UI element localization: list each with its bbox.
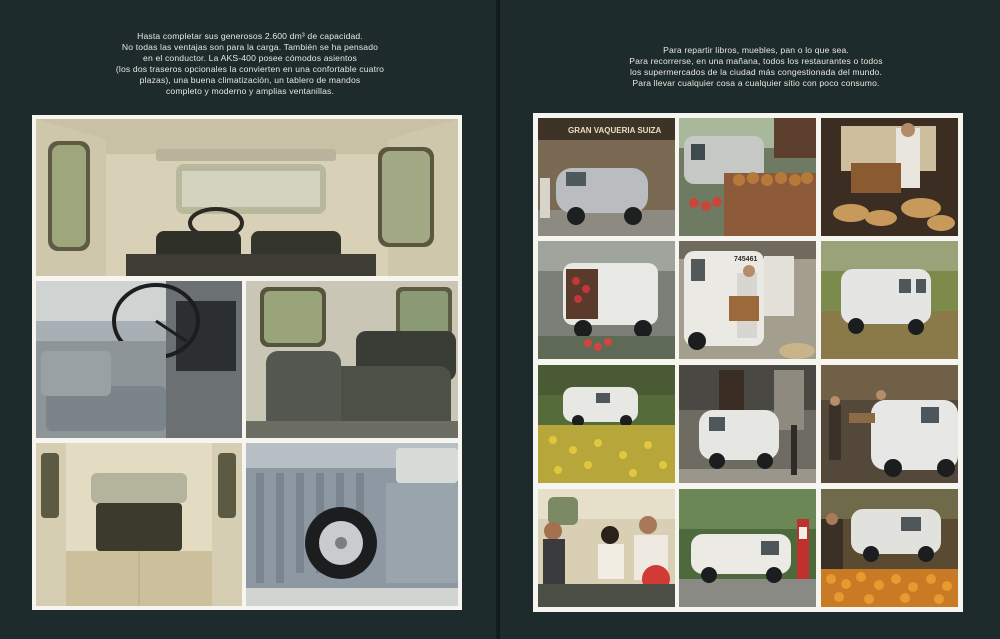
- right-photo-frame: [533, 113, 963, 612]
- left-caption: [55, 31, 445, 97]
- photo-family-inside-van: [538, 489, 675, 607]
- van-plate-text: 745461: [734, 256, 758, 263]
- left-caption-line: completo y moderno y amplias ventanillas.: [165, 86, 335, 96]
- photo-van-side-wheel: [246, 443, 458, 606]
- photo-van-in-field: [821, 241, 958, 359]
- photo-van-at-cafe: [821, 365, 958, 483]
- photo-van-at-orange-market: [821, 489, 958, 607]
- right-caption: [556, 45, 956, 89]
- photo-cargo-area-rear: [36, 443, 242, 606]
- photo-van-at-gas-station: [679, 489, 816, 607]
- photo-van-yellow-flowers: [538, 365, 675, 483]
- photo-rear-seats: [246, 281, 458, 438]
- photo-van-interior-wide: [36, 119, 458, 276]
- left-caption-line: (los dos traseros opcionales la convierten en una confortable cuatro: [115, 64, 385, 74]
- photo-florist-van-open-door: [538, 241, 675, 359]
- right-page: [500, 0, 1000, 639]
- right-caption-line: Para repartir libros, muebles, pan o lo que sea.: [663, 45, 849, 55]
- photo-van-in-old-street: [679, 365, 816, 483]
- photo-bakery-delivery: [821, 118, 958, 236]
- left-caption-line: Hasta completar sus generosos 2.600 dm³ de capacidad.: [137, 31, 363, 41]
- left-caption-line: No todas las ventajas son para la carga. También se ha pensado: [121, 42, 379, 52]
- shop-sign-text: GRAN VAQUERIA SUIZA: [568, 126, 662, 135]
- left-photo-frame: [32, 115, 462, 610]
- photo-van-at-fruit-market: [679, 118, 816, 236]
- left-caption-line: en el conductor. La AKS-400 posee cómodos asientos: [143, 53, 357, 63]
- right-caption-line: Para recorrerse, en una mañana, todos los restaurantes o todos: [629, 56, 883, 66]
- photo-van-loading-furniture: [679, 241, 816, 359]
- left-caption-line: plazas), una buena climatización, un tablero de mandos: [139, 75, 361, 85]
- right-caption-line: Para llevar cualquier cosa a cualquier sitio con poco consumo.: [632, 78, 880, 88]
- photo-van-at-dairy-shop: [538, 118, 675, 236]
- photo-dashboard-steering-wheel: [36, 281, 242, 438]
- right-caption-line: los supermercados de la ciudad más congestionada del mundo.: [629, 67, 882, 77]
